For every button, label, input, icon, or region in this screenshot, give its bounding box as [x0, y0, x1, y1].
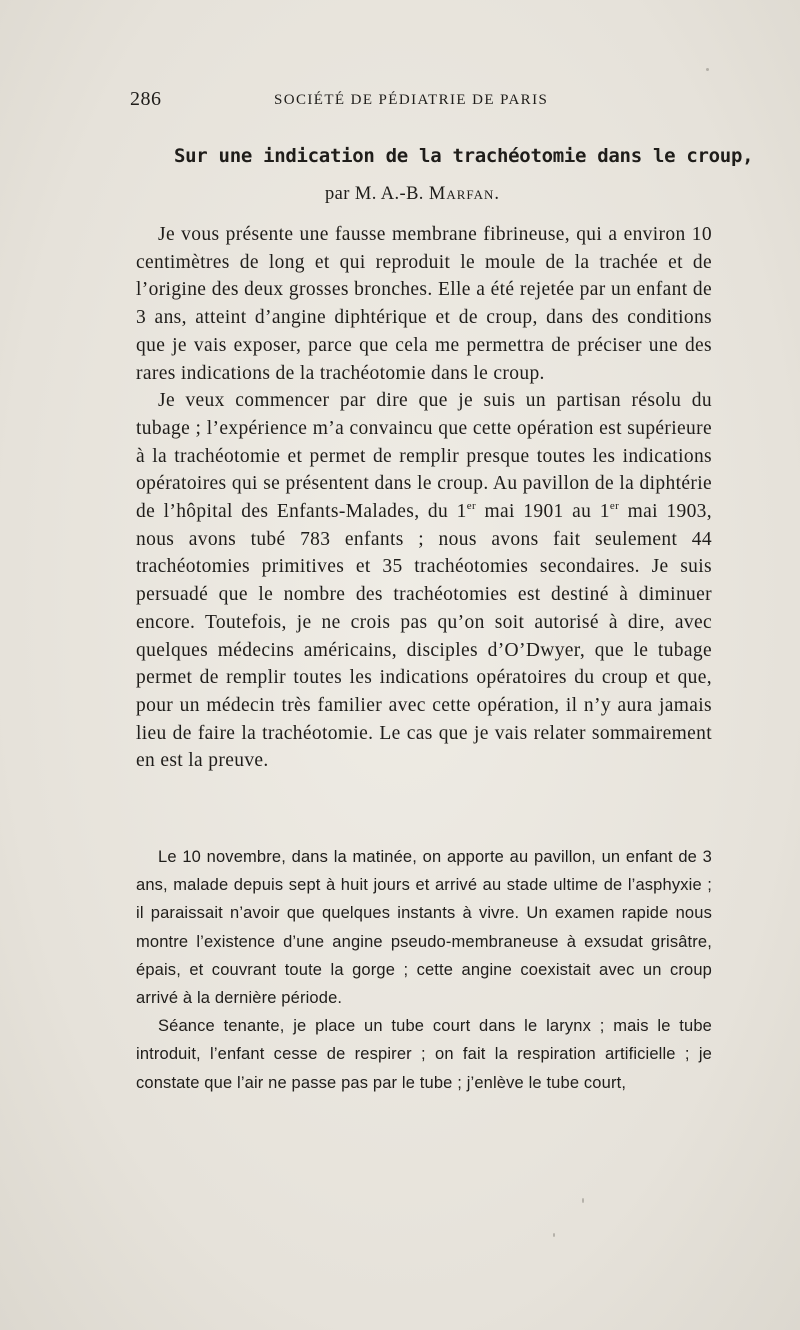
body-paragraph-1: Je vous présente une fausse membrane fibrineuse, qui a environ 10 centimètres de long et qui reproduit le moule de la trachée et de l’origine des deux grosses bronches. Elle a été rejetée par un enfant de 3 ans, atteint d’angine diphtérique et de croup, dans des conditions que je vais exposer, parce que cela me permettra de préciser une des rares indications de la trachéotomie dans le croup. — [136, 224, 712, 384]
case-paragraph-1: Le 10 novembre, dans la matinée, on apporte au pavillon, un enfant de 3 ans, malade depuis sept à huit jours et arrivé au stade ultime de l’asphyxie ; il paraissait n’avoir que quelques instants à vivre. Un examen rapide nous montre l’existence d’une angine pseudo-membraneuse à exsudat grisâtre, épais, et couvrant toute la gorge ; cette angine coexistait avec un croup arrivé à la dernière période. — [136, 848, 712, 1008]
case-report — [136, 843, 712, 1097]
paper-speck — [553, 1233, 555, 1237]
running-title: SOCIÉTÉ DE PÉDIATRIE DE PARIS — [274, 92, 549, 108]
article-body — [136, 221, 712, 775]
author-name: Marfan. — [428, 184, 501, 204]
article-title: Sur une indication de la trachéotomie dans le croup, — [174, 145, 754, 167]
body-paragraph-2-part-c: mai 1903, nous avons tubé 783 enfants ; nous avons fait seulement 44 trachéotomies primitives et 35 trachéotomies secondaires. Je suis persuadé que le nombre des trachéotomies est destiné à diminuer encore. Toutefois, je ne crois pas qu’on soit autorisé à dire, avec quelques médecins américains, disciples d’O’Dwyer, que le tubage permet de remplir toutes les indications opératoires du croup et que, pour un médecin très familier avec cette opération, il n’y aura jamais lieu de faire la trachéotomie. Le cas que je vais relater sommairement en est la preuve. — [136, 501, 713, 772]
page-number: 286 — [130, 88, 162, 110]
body-paragraph-2 — [136, 387, 712, 775]
body-paragraph-2-part-a: Je veux commencer par dire que je suis un partisan résolu du tubage ; l’expérience m’a convaincu que cette opération est supérieure à la trachéotomie et permet de remplir presque toutes les indications opératoires qui se présentent dans le croup. Au pavillon de la diphtérie de l’hôpital des Enfants-Malades, du 1 — [136, 390, 712, 523]
ordinal-superscript: er — [609, 500, 620, 513]
paper-speck — [582, 1198, 584, 1203]
case-paragraph-2: Séance tenante, je place un tube court dans le larynx ; mais le tube introduit, l’enfant cesse de respirer ; on fait la respiration artificielle ; je constate que l’air ne passe pas par le tube ; j’enlève le tube court, — [136, 1017, 712, 1092]
body-paragraph-2-part-b: mai 1901 au 1 — [475, 501, 610, 523]
paper-speck — [706, 68, 709, 71]
page-header — [130, 88, 712, 118]
ordinal-superscript: er — [466, 500, 476, 513]
author-line — [325, 184, 500, 205]
author-prefix: par M. A.-B. — [325, 184, 429, 204]
